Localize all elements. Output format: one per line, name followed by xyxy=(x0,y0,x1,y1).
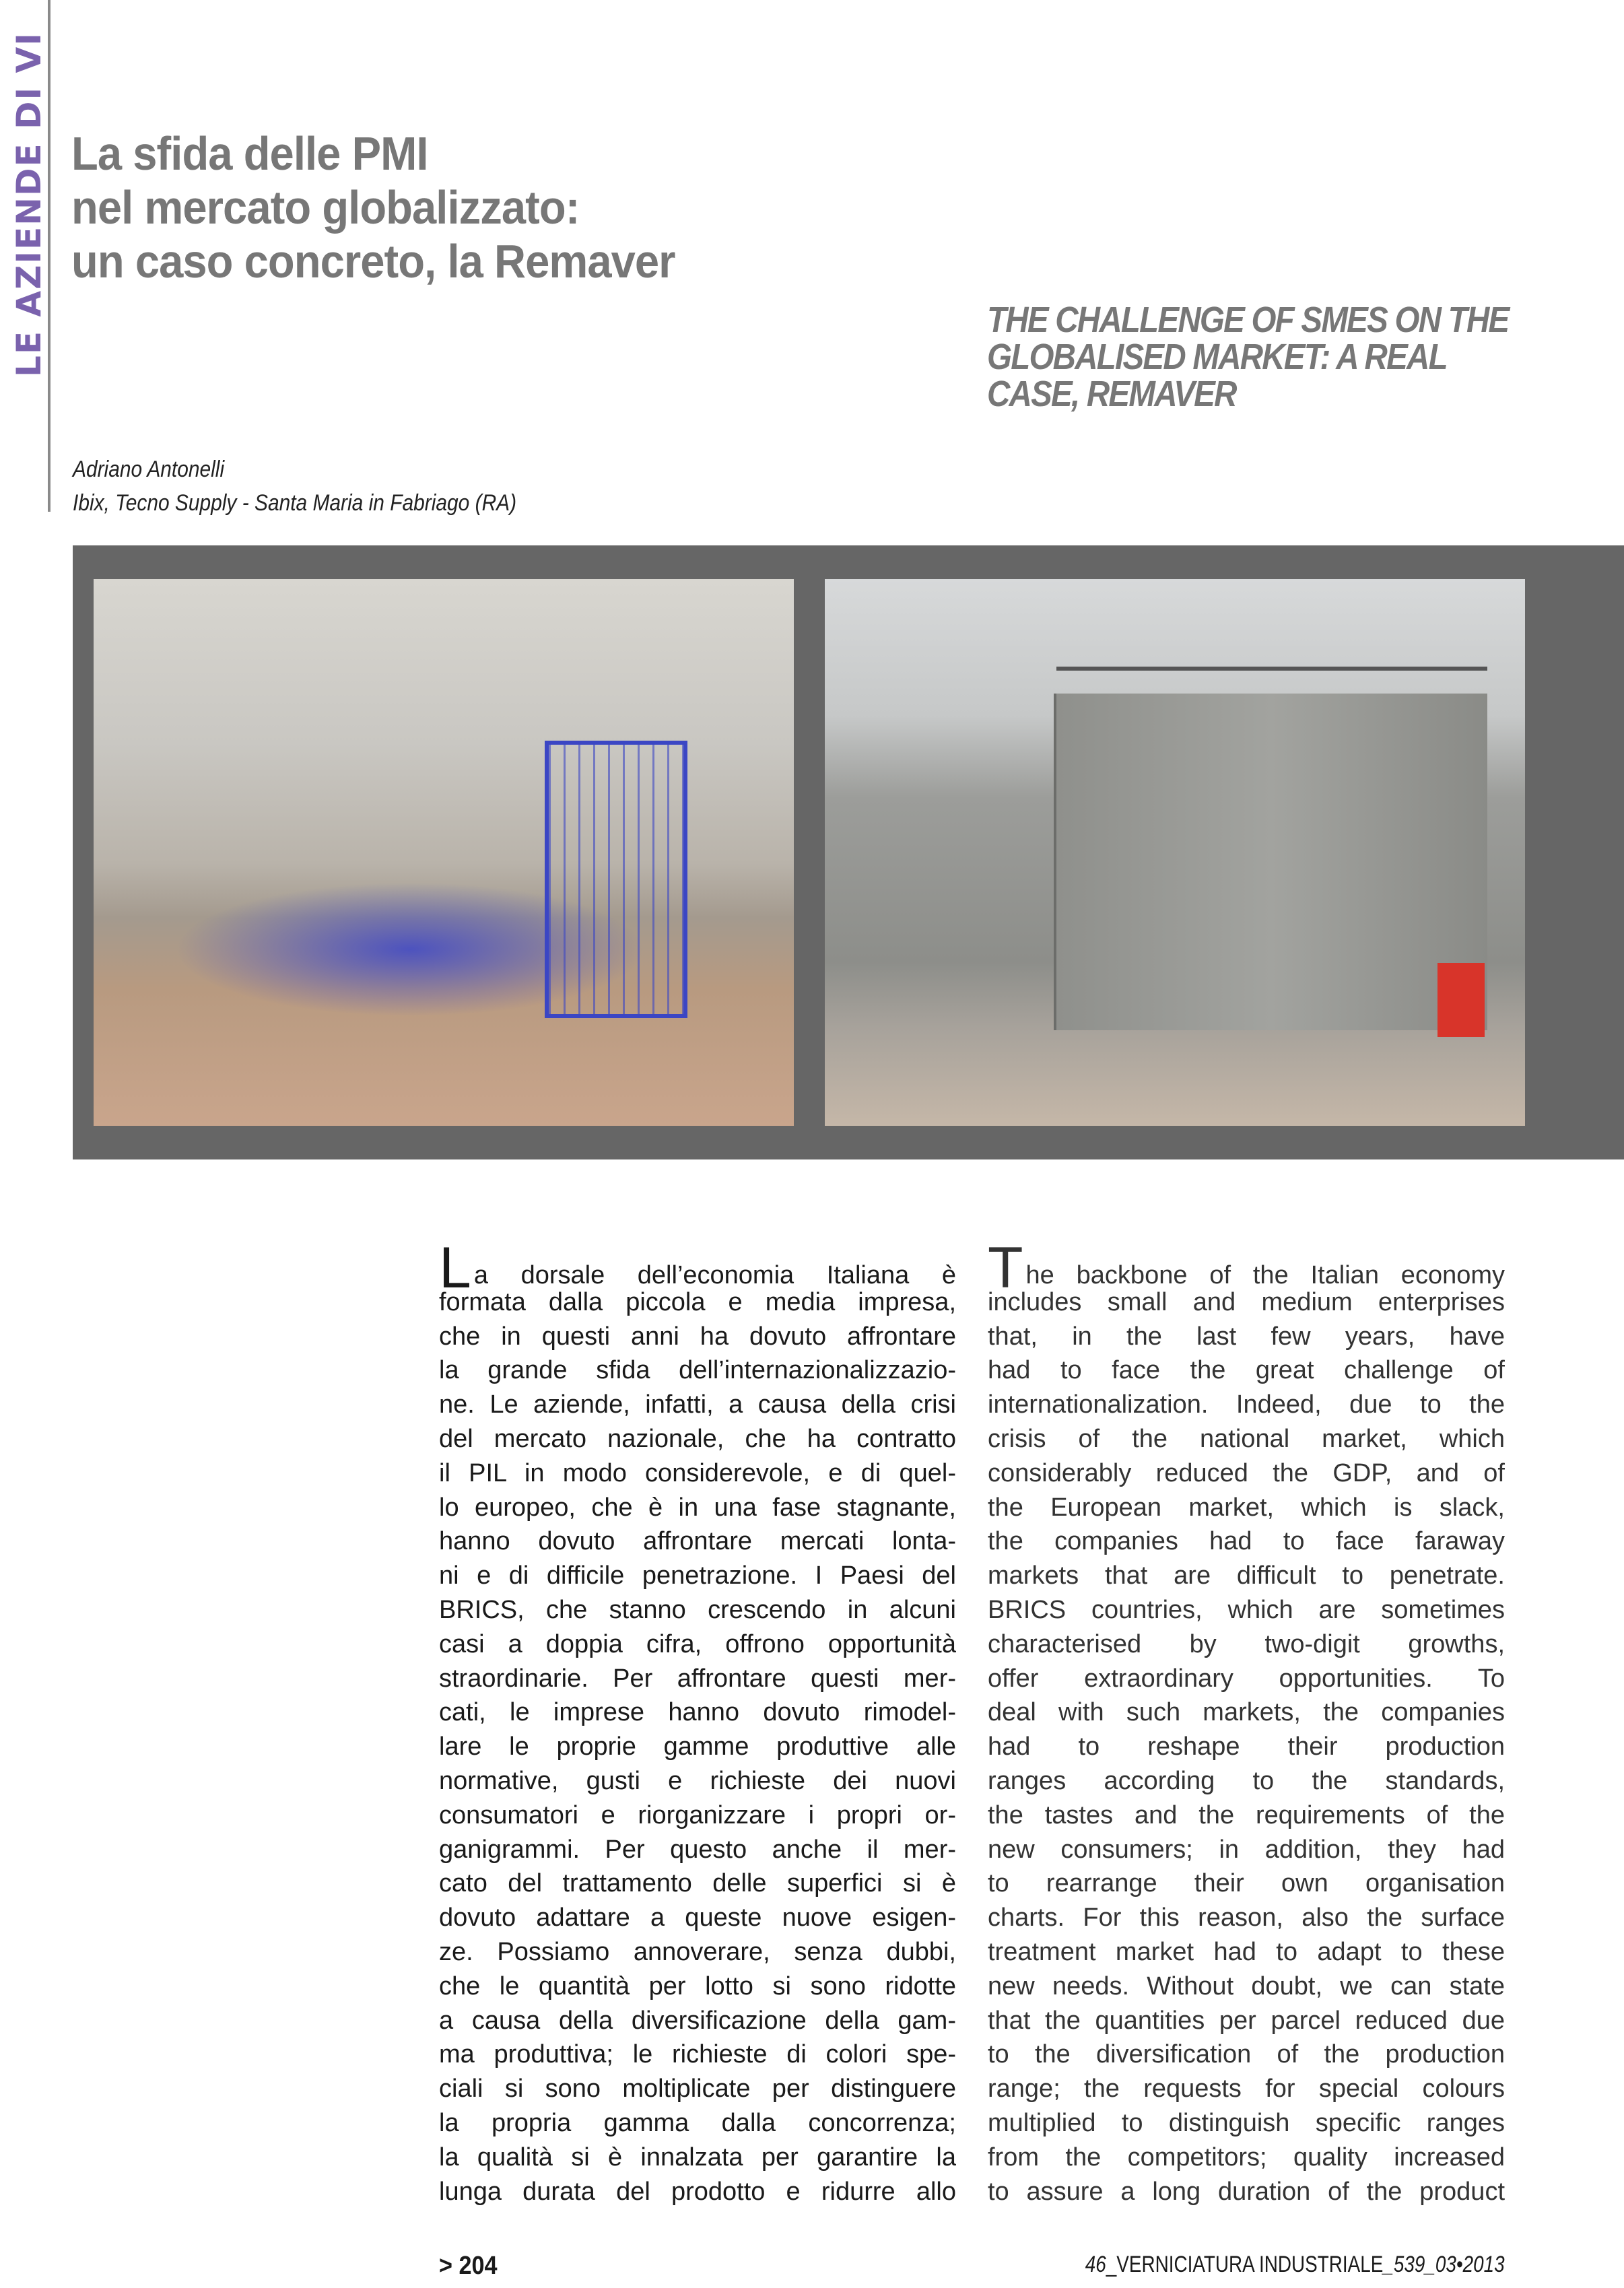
body-column-english xyxy=(988,1236,1505,2209)
text-line: new consumers; in addition, they had xyxy=(988,1835,1505,1864)
text-line: lunga durata del prodotto e ridurre allo xyxy=(439,2177,956,2206)
text-line-rest: he backbone of the Italian economy xyxy=(1025,1261,1505,1289)
title-line: un caso concreto, la Remaver xyxy=(71,235,675,288)
text-line: ze. Possiamo annoverare, senza dubbi, xyxy=(439,1937,956,1966)
english-title-line: GLOBALISED MARKET: A REAL xyxy=(987,337,1447,377)
drop-cap: L xyxy=(439,1236,471,1300)
text-line: to assure a long duration of the product xyxy=(988,2177,1505,2206)
text-line: crisis of the national market, which xyxy=(988,1424,1505,1453)
text-line: from the competitors; quality increased xyxy=(988,2143,1505,2172)
text-line: deal with such markets, the companies xyxy=(988,1698,1505,1727)
text-line: casi a doppia cifra, offrono opportunità xyxy=(439,1629,956,1658)
pallet-stacker xyxy=(1437,963,1485,1037)
text-line: lo europeo, che è in una fase stagnante, xyxy=(439,1493,956,1522)
text-line: consumatori e riorganizzare i propri or- xyxy=(439,1801,956,1829)
magazine-name: _VERNICIATURA INDUSTRIALE xyxy=(1106,2252,1384,2277)
text-line: lare le proprie gamme produttive alle xyxy=(439,1732,956,1761)
section-tag: LE AZIENDE DI VI xyxy=(9,32,48,377)
text-line: cato del trattamento delle superfici si è xyxy=(439,1869,956,1898)
text-line-rest: a dorsale dell’economia Italiana è xyxy=(473,1261,956,1289)
text-line: il PIL in modo considerevole, e di quel- xyxy=(439,1458,956,1487)
text-line: characterised by two-digit growths, xyxy=(988,1629,1505,1658)
author-name: Adriano Antonelli xyxy=(73,457,225,482)
text-line: that the quantities per parcel reduced due xyxy=(988,2006,1505,2035)
drop-cap: T xyxy=(988,1236,1023,1300)
text-line: considerably reduced the GDP, and of xyxy=(988,1458,1505,1487)
text-line: normative, gusti e richieste dei nuovi xyxy=(439,1766,956,1795)
english-title-line: CASE, REMAVER xyxy=(987,374,1236,414)
text-line: ganigrammi. Per questo anche il mer- xyxy=(439,1835,956,1864)
text-line: la propria gamma dalla concorrenza; xyxy=(439,2108,956,2137)
mesh-cage xyxy=(545,741,687,1018)
text-line: formata dalla piccola e media impresa, xyxy=(439,1287,956,1316)
photo-band xyxy=(73,545,1624,1159)
text-line: multiplied to distinguish specific ranges xyxy=(988,2108,1505,2137)
page-number: 46 xyxy=(1085,2252,1107,2277)
issue-number: _539_03•2013 xyxy=(1383,2252,1505,2277)
text-line: to rearrange their own organisation xyxy=(988,1869,1505,1898)
text-line: ma produttiva; le richieste di colori spe- xyxy=(439,2040,956,2069)
text-line: straordinarie. Per affrontare questi mer- xyxy=(439,1664,956,1693)
text-line: range; the requests for special colours xyxy=(988,2075,1505,2104)
photo-spray-booth xyxy=(94,579,794,1126)
text-line: that, in the last few years, have xyxy=(988,1322,1505,1351)
author-block xyxy=(73,452,516,520)
continued-on-page: > 204 xyxy=(439,2252,498,2280)
photo-booth-exterior xyxy=(825,579,1525,1126)
text-line: internationalization. Indeed, due to the xyxy=(988,1390,1505,1419)
text-line: ne. Le aziende, infatti, a causa della crisi xyxy=(439,1390,956,1419)
text-line: la qualità si è innalzata per garantire la xyxy=(439,2143,956,2172)
text-line: hanno dovuto affrontare mercati lonta- xyxy=(439,1527,956,1556)
title-line: nel mercato globalizzato: xyxy=(71,181,580,234)
text-line: la grande sfida dell’internazionalizzazio- xyxy=(439,1356,956,1385)
text-line: cati, le imprese hanno dovuto rimodel- xyxy=(439,1698,956,1727)
text-line: includes small and medium enterprises xyxy=(988,1287,1505,1316)
text-line: ni e di difficile penetrazione. I Paesi del xyxy=(439,1561,956,1590)
text-line: the European market, which is slack, xyxy=(988,1493,1505,1522)
text-line: che le quantità per lotto si sono ridotte xyxy=(439,1972,956,2000)
text-line xyxy=(988,1236,1505,1300)
text-line: the tastes and the requirements of the xyxy=(988,1801,1505,1829)
author-affiliation: Ibix, Tecno Supply - Santa Maria in Fabriago (RA) xyxy=(73,490,517,516)
text-line xyxy=(439,1236,956,1300)
text-line: che in questi anni ha dovuto affrontare xyxy=(439,1322,956,1351)
text-line: dovuto adattare a queste nuove esigen- xyxy=(439,1904,956,1932)
page-footer xyxy=(1085,2252,1505,2278)
text-line: del mercato nazionale, che ha contratto xyxy=(439,1424,956,1453)
title-line: La sfida delle PMI xyxy=(71,127,428,180)
text-line: new needs. Without doubt, we can state xyxy=(988,1972,1505,2000)
text-line: treatment market had to adapt to these xyxy=(988,1937,1505,1966)
text-line: a causa della diversificazione della gam- xyxy=(439,2006,956,2035)
body-column-italian xyxy=(439,1236,956,2209)
booth-panels xyxy=(1054,694,1487,1030)
english-title xyxy=(987,302,1508,413)
page-title xyxy=(71,127,675,288)
text-line: ciali si sono moltiplicate per distinguere xyxy=(439,2075,956,2104)
text-line: ranges according to the standards, xyxy=(988,1766,1505,1795)
text-line: BRICS, che stanno crescendo in alcuni xyxy=(439,1595,956,1624)
text-line: charts. For this reason, also the surface xyxy=(988,1904,1505,1932)
text-line: had to reshape their production xyxy=(988,1732,1505,1761)
text-line: the companies had to face faraway xyxy=(988,1527,1505,1556)
text-line: offer extraordinary opportunities. To xyxy=(988,1664,1505,1693)
text-line: had to face the great challenge of xyxy=(988,1356,1505,1385)
text-line: to the diversification of the production xyxy=(988,2040,1505,2069)
text-line: markets that are difficult to penetrate. xyxy=(988,1561,1505,1590)
text-line: BRICS countries, which are sometimes xyxy=(988,1595,1505,1624)
english-title-line: THE CHALLENGE OF SMES ON THE xyxy=(987,300,1509,340)
